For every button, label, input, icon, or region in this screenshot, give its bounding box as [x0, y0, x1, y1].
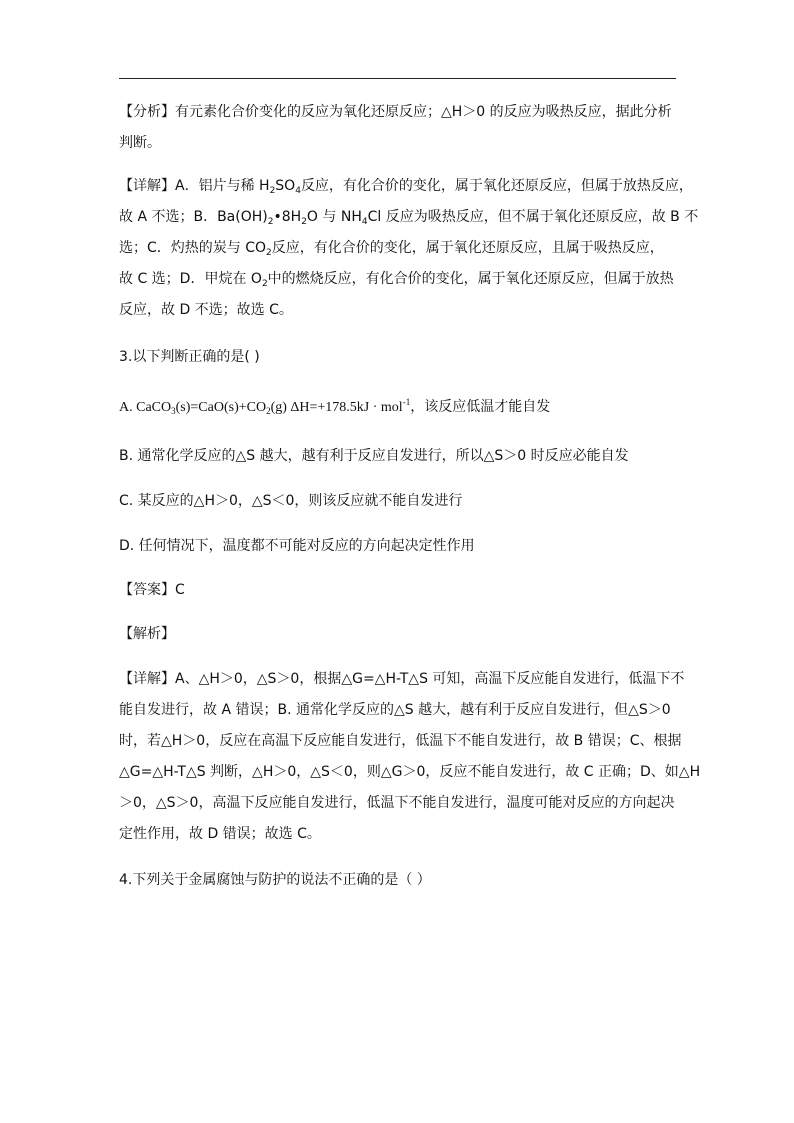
question-3-stem: 3.以下判断正确的是( ): [119, 349, 260, 365]
analysis-paragraph: [119, 97, 679, 159]
detail-q2-line-4: 故 C 选；D．甲烷在 $O_2$中的燃烧反应，有化合价的变化，属于氧化还原反应，但属于放热: [119, 271, 674, 289]
header-rule: [119, 78, 676, 79]
detail-q2-paragraph: [119, 171, 699, 326]
detail-q3-line-6: 定性作用，故 D 错误；故选 C。: [119, 826, 321, 842]
detail-q2-line-3: 选；C．灼热的炭与 $CO_2$反应，有化合价的变化，属于氧化还原反应，且属于吸热反应，: [119, 240, 664, 258]
detail-q3-line-3: 时，若△H＞0，反应在高温下反应能自发进行，低温下不能自发进行，故 B 错误；C、根据: [119, 733, 682, 749]
question-3-option-c: C. 某反应的△H＞0，△S＜0，则该反应就不能自发进行: [119, 493, 463, 509]
question-3-option-d: D. 任何情况下，温度都不可能对反应的方向起决定性作用: [119, 538, 475, 554]
detail-q3-paragraph: [119, 664, 701, 850]
detail-q3-line-5: ＞0，△S＞0，高温下反应能自发进行，低温下不能自发进行，温度可能对反应的方向起决: [119, 795, 675, 811]
detail-q2-line-5: 反应，故 D 不选；故选 C。: [119, 302, 293, 318]
question-3-option-a: A. $CaCO_3(s)=CaO(s)+CO_2(g) \Delta H=+178.5kJ \cdot mol^{-1}$，该反应低温才能自发: [119, 397, 551, 416]
question-3-option-b: B. 通常化学反应的△S 越大，越有利于反应自发进行，所以△S＞0 时反应必能自发: [119, 448, 629, 464]
analysis-line-1: 【分析】有元素化合价变化的反应为氧化还原反应；△H＞0 的反应为吸热反应，据此分析: [119, 104, 672, 120]
detail-q2-line-1: 【详解】A．铝片与稀 $H_2SO_4$反应，有化合价的变化，属于氧化还原反应，但属于放热反应，: [119, 178, 693, 196]
detail-q3-line-2: 能自发进行，故 A 错误；B. 通常化学反应的△S 越大，越有利于反应自发进行，但△S＞0: [119, 702, 671, 718]
detail-q2-line-2: 故 A 不选；B．$Ba(OH)_2•8H_2O$ 与 $NH_4Cl$ 反应为吸热反应，但不属于氧化还原反应，故 B 不: [119, 209, 699, 227]
explanation-title: 【解析】: [119, 626, 175, 642]
analysis-line-2: 判断。: [119, 135, 161, 151]
detail-q3-line-1: 【详解】A、△H＞0，△S＞0，根据△G=△H-T△S 可知，高温下反应能自发进行，低温下不: [119, 671, 685, 687]
answer-label: 【答案】C: [119, 582, 185, 598]
question-4-stem: 4.下列关于金属腐蚀与防护的说法不正确的是（ ）: [119, 872, 431, 888]
detail-q3-line-4: △G=△H-T△S 判断，△H＞0，△S＜0，则△G＞0，反应不能自发进行，故 C 正确；D、如△H: [119, 764, 701, 780]
